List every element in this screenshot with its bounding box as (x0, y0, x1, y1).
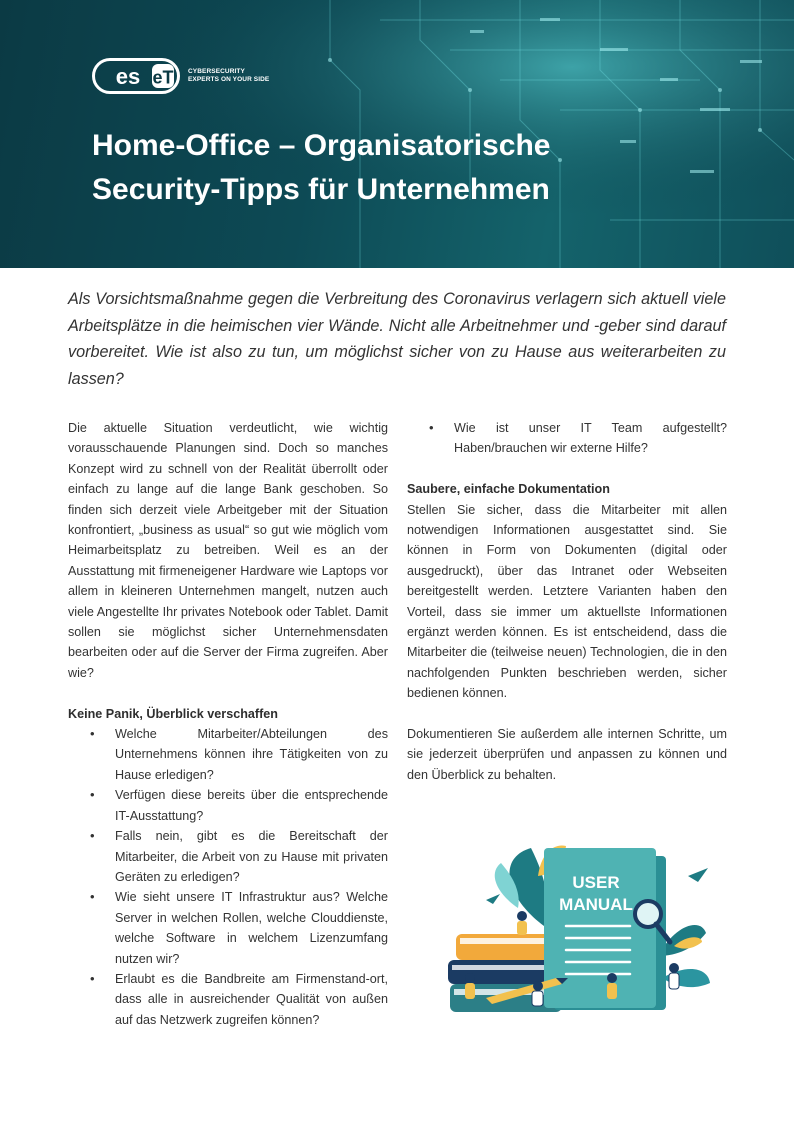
eset-logo-mark (92, 58, 180, 94)
user-manual-illustration (426, 838, 726, 1038)
list-item: • Welche Mitarbeiter/Abteilungen des Unternehmens können ihre Tätigkeiten von zu Hause erledigen? (68, 724, 388, 785)
right-column (407, 418, 727, 785)
header-banner (0, 0, 794, 268)
lead-paragraph: Als Vorsichtsmaßnahme gegen die Verbreitung des Coronavirus verlagern sich aktuell viele Arbeitsplätze in die heimischen vier Wände. Nicht alle Arbeitnehmer und -geber sind darauf vorbereitet. Wie ist also zu tun, um möglichst sicher von zu Hause aus weiterarbeiten zu lassen? (68, 290, 726, 388)
section-heading-overview: Keine Panik, Überblick verschaffen (68, 706, 278, 721)
section-heading-documentation: Saubere, einfache Dokumentation (407, 482, 610, 497)
book-title-line-1: USER (572, 873, 620, 892)
left-column (68, 418, 388, 1030)
list-item: • Erlaubt es die Bandbreite am Firmenstand-ort, dass alle in ausreichender Qualität von außen auf das Netzwerk zugreifen können? (68, 969, 388, 1030)
documentation-paragraph: Stellen Sie sicher, dass die Mitarbeiter mit allen notwendigen Informationen ausgestattet sind. Sie können in Form von Dokumenten (digital oder ausgedruckt), über das Intranet oder Webseiten bereitgestellt werden. Letztere Varianten haben den Vorteil, dass sie immer um aktuellste Informationen ergänzt werden können. Es ist entscheidend, dass die Mitarbeiter die (teilweise neuen) Technologien, die in den nachfolgenden Punkten beschrieben werden, sicher bedienen können. (407, 502, 727, 701)
page-title (92, 124, 732, 212)
overview-bullet-list (68, 724, 388, 1030)
list-item: • Falls nein, gibt es die Bereitschaft der Mitarbeiter, die Arbeit von zu Hause mit privaten Geräten zu erledigen? (68, 826, 388, 887)
tagline-line-2: EXPERTS ON YOUR SIDE (188, 76, 270, 83)
title-line-1: Home-Office – Organisatorische (92, 129, 551, 162)
svg-text:es: es (115, 64, 141, 89)
documentation-paragraph-2: Dokumentieren Sie außerdem alle internen Schritte, um sie jederzeit überprüfen und anpassen zu können und den Überblick zu behalten. (407, 727, 727, 782)
eset-logo (92, 58, 269, 94)
svg-text:eT: eT (152, 67, 174, 88)
team-bullet-list (407, 418, 727, 459)
intro-paragraph: Die aktuelle Situation verdeutlicht, wie wichtig vorausschauende Planungen sind. Doch so manches Konzept wird zu schnell von der Realität überrollt oder einfach zu lange auf die lange Bank geschoben. So finden sich derzeit viele Arbeitgeber mit der Situation konfrontiert, „business as usual“ so gut wie möglich vom Heimarbeitsplatz zu betreiben. Weil es an der Ausstattung mit firmeneigener Hardware wie Laptops vor allem in kleineren Unternehmen mangelt, nutzen auch viele Angestellte Ihr privates Notebook oder Tablet. Damit sollen sie möglichst sicher Unternehmensdaten bearbeiten oder auf die Server der Firma zugreifen. Aber wie? (68, 421, 388, 680)
list-item: • Verfügen diese bereits über die entsprechende IT-Ausstattung? (68, 785, 388, 826)
list-item: • Wie ist unser IT Team aufgestellt? Haben/brauchen wir externe Hilfe? (407, 418, 727, 459)
tagline-line-1: CYBERSECURITY (188, 68, 245, 75)
book-title-line-2: MANUAL (559, 895, 633, 914)
title-line-2: Security-Tipps für Unternehmen (92, 173, 550, 206)
list-item: • Wie sieht unsere IT Infrastruktur aus? Welche Server in welchen Rollen, welche Clouddienste, welche Software in welchem Lizenzumfang nutzen wir? (68, 887, 388, 969)
logo-tagline (188, 68, 269, 84)
